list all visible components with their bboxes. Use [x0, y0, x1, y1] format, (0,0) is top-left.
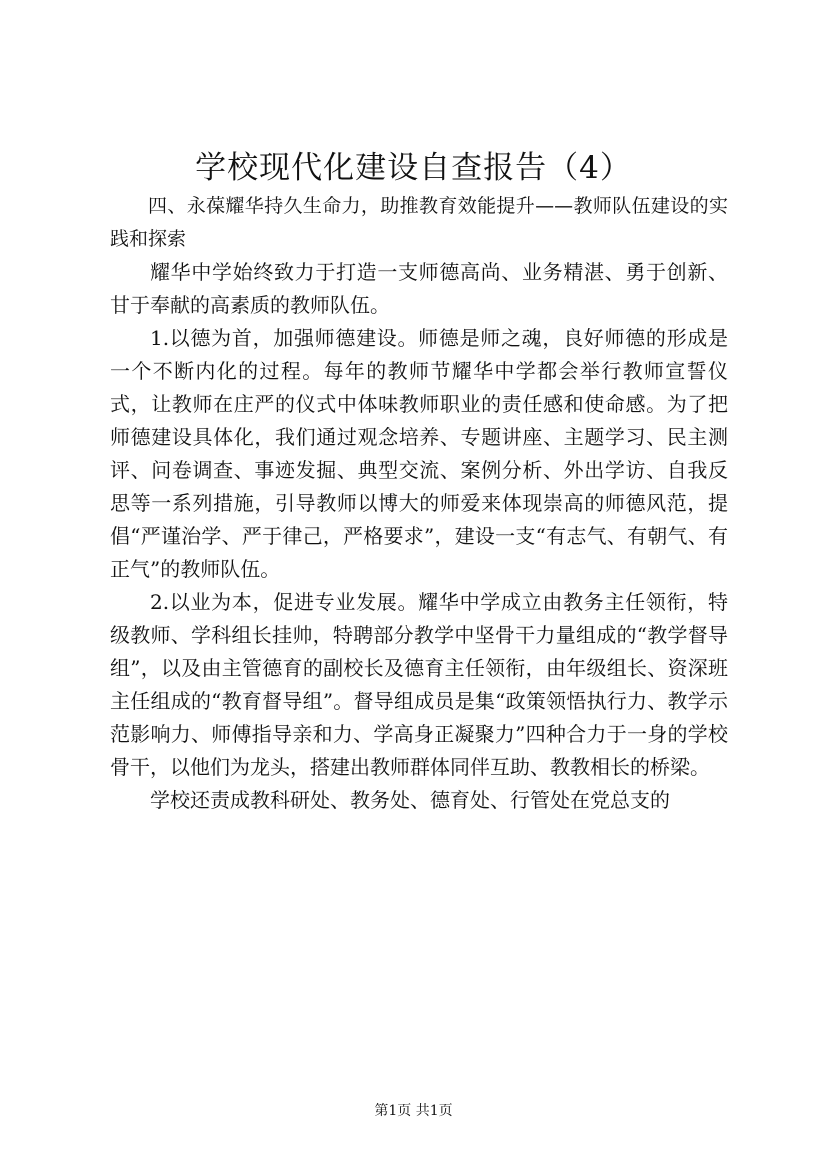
professional-development-paragraph: 2.以业为本，促进专业发展。耀华中学成立由教务主任领衔，特级教师、学科组长挂帅，特聘部分教学中坚骨干力量组成的“教学督导组”，以及由主管德育的副校长及德育主任领衔，由年级组长、资深班主任组成的“教育督导组”。督导组成员是集“政策领悟执行力、教学示范影响力、师傅指导亲和力、学高身正凝聚力”四种合力于一身的学校骨干，以他们为龙头，搭建出教师群体同伴互助、教教相长的桥梁。	[110, 590, 728, 779]
document-title: 学校现代化建设自查报告（4）	[195, 150, 632, 186]
intro-paragraph: 耀华中学始终致力于打造一支师德高尚、业务精湛、勇于创新、甘于奉献的高素质的教师队伍。	[110, 260, 728, 317]
section-heading-paragraph: 四、永葆耀华持久生命力，助推教育效能提升——教师队伍建设的实践和探索	[110, 195, 728, 250]
school-departments-paragraph: 学校还责成教科研处、教务处、德育处、行管处在党总支的	[150, 788, 670, 812]
ethics-paragraph: 1.以德为首，加强师德建设。师德是师之魂，良好师德的形成是一个不断内化的过程。每年的教师节耀华中学都会举行教师宣誓仪式，让教师在庄严的仪式中体味教师职业的责任感和使命感。为了把师德建设具体化，我们通过观念培养、专题讲座、主题学习、民主测评、问卷调查、事迹发掘、典型交流、案例分析、外出学访、自我反思等一系列措施，引导教师以博大的师爱来体现崇高的师德风范，提倡“严谨治学、严于律己，严格要求”，建设一支“有志气、有朝气、有正气”的教师队伍。	[110, 326, 728, 581]
document-body	[110, 190, 728, 817]
page-footer: 第1页 共1页	[374, 1103, 453, 1119]
